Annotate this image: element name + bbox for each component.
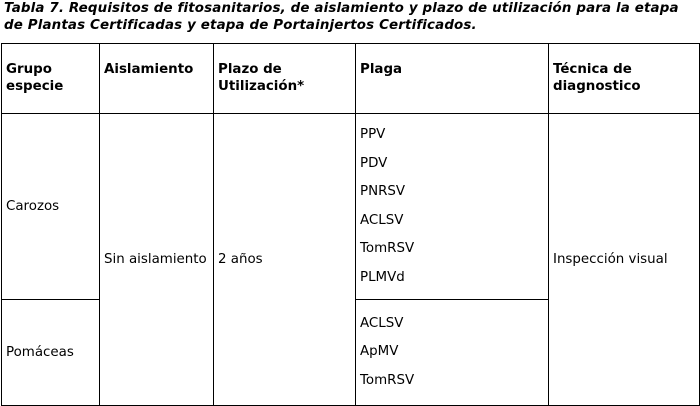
plazo-cell: 2 años [214,114,356,406]
plaga-item: TomRSV [360,372,415,388]
header-plaga [356,44,549,114]
header-row [2,44,700,114]
header-tecnica-line-2: diagnostico [553,79,641,94]
header-plazo-line-1: Plazo de [218,62,282,77]
plaga-cell-carozos [356,114,549,300]
header-grupo-especie-line-1: Grupo [6,62,52,77]
plaga-item: TomRSV [360,241,415,256]
header-aislamiento-label: Aislamiento [104,62,194,77]
header-aislamiento [100,44,214,114]
plaga-item: PDV [360,155,388,171]
table-caption: Tabla 7. Requisitos de fitosanitarios, de aislamiento y plazo de utilización para la etapa de Plantas Certificadas y etapa de Portainjertos Certificados. [4,1,679,33]
plaga-item: ApMV [360,344,399,360]
grupo-cell-carozos: Carozos [2,114,100,300]
plaga-cell-pomaceas [356,300,549,406]
header-plazo-line-2: Utilización* [218,79,305,94]
header-tecnica [549,44,700,114]
grupo-cell-pomaceas: Pomáceas [2,300,100,406]
requirements-table [1,43,700,406]
plaga-item: PPV [360,127,386,142]
table-row-carozos [2,114,700,300]
aislamiento-cell: Sin aislamiento [100,114,214,406]
header-plaga-label: Plaga [360,62,403,77]
plaga-list-pomaceas [360,310,544,396]
plaga-item: ACLSV [360,315,404,331]
header-plazo [214,44,356,114]
header-tecnica-line-1: Técnica de [553,62,632,77]
plaga-list-carozos [360,121,544,292]
header-grupo-especie [2,44,100,114]
header-grupo-especie-line-2: especie [6,79,64,94]
plaga-item: PNRSV [360,184,406,199]
plaga-item: ACLSV [360,212,404,228]
plaga-item: PLMVd [360,269,405,285]
tecnica-cell: Inspección visual [549,114,700,406]
